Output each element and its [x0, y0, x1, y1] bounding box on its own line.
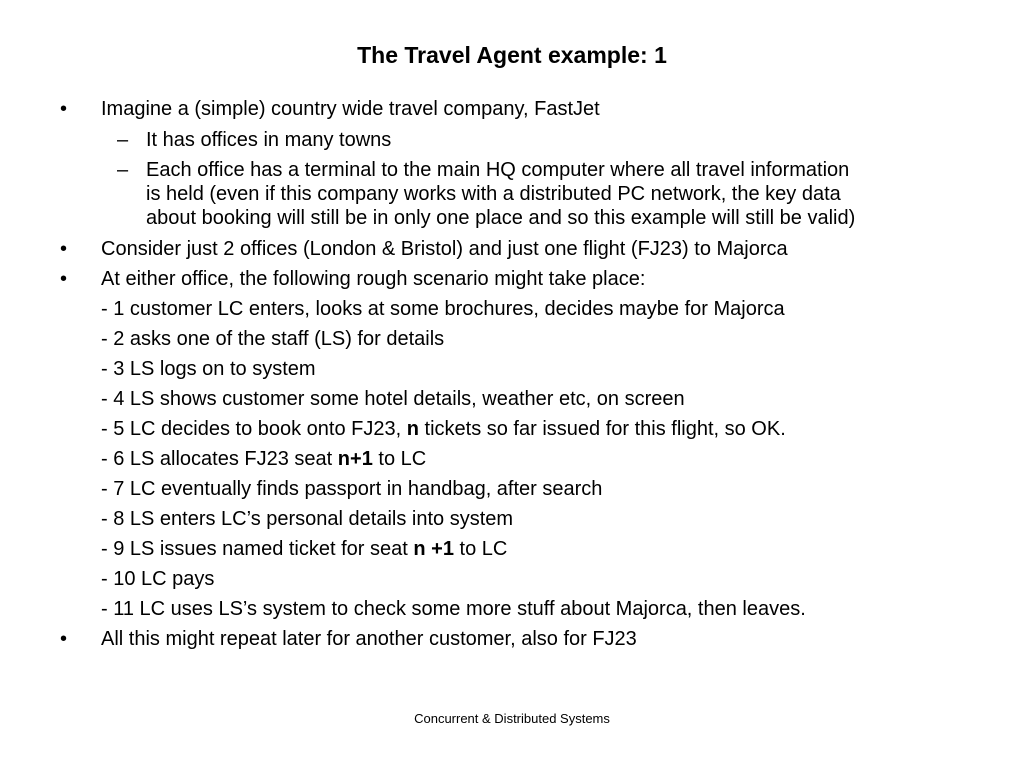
sub-bullet-text: is held (even if this company works with a distributed PC network, the key data — [146, 183, 841, 205]
step-text-part: - 6 LS allocates FJ23 seat — [101, 448, 338, 470]
bullet-item — [0, 267, 1024, 291]
dash-marker: – — [117, 129, 129, 151]
bullet-item — [0, 627, 1024, 651]
bullet-marker: • — [60, 628, 68, 650]
bullet-item — [0, 97, 1024, 121]
step-text: - 7 LC eventually finds passport in handbag, after search — [101, 478, 603, 500]
step-text: - 8 LS enters LC’s personal details into system — [101, 508, 514, 530]
step-emphasis: n +1 — [413, 538, 454, 560]
step-text-part: tickets so far issued for this flight, so OK. — [418, 418, 786, 440]
step-text-part: - 5 LC decides to book onto FJ23, — [101, 418, 407, 440]
slide-title: The Travel Agent example: 1 — [357, 42, 667, 68]
sub-bullet-continuation — [0, 206, 1024, 230]
step-text-part: to LC — [453, 538, 508, 560]
bullet-text: Consider just 2 offices (London & Bristol) and just one flight (FJ23) to Majorca — [101, 238, 788, 260]
bullet-marker: • — [60, 238, 68, 260]
scenario-step — [0, 477, 1024, 501]
slide-footer: Concurrent & Distributed Systems — [414, 711, 610, 726]
scenario-step — [0, 387, 1024, 411]
sub-bullet-text: It has offices in many towns — [146, 129, 392, 151]
sub-bullet-continuation — [0, 182, 1024, 206]
sub-bullet-item — [0, 158, 1024, 182]
dash-marker: – — [117, 159, 129, 181]
scenario-step — [0, 357, 1024, 381]
step-text: - 10 LC pays — [101, 568, 215, 590]
scenario-step — [0, 417, 1024, 441]
step-text-part: to LC — [372, 448, 427, 470]
bullet-text: At either office, the following rough scenario might take place: — [101, 268, 646, 290]
scenario-step — [0, 567, 1024, 591]
step-text — [101, 447, 426, 471]
scenario-step — [0, 507, 1024, 531]
step-text: - 3 LS logs on to system — [101, 358, 316, 380]
step-emphasis: n+1 — [337, 448, 373, 470]
sub-bullet-text: Each office has a terminal to the main HQ computer where all travel information — [146, 159, 850, 181]
step-text: - 4 LS shows customer some hotel details, weather etc, on screen — [101, 388, 685, 410]
scenario-step — [0, 297, 1024, 321]
bullet-text: Imagine a (simple) country wide travel company, FastJet — [101, 98, 600, 120]
step-text: - 2 asks one of the staff (LS) for details — [101, 328, 445, 350]
scenario-step — [0, 537, 1024, 561]
step-text: - 1 customer LC enters, looks at some brochures, decides maybe for Majorca — [101, 298, 785, 320]
step-emphasis: n — [406, 418, 419, 440]
step-text: - 11 LC uses LS’s system to check some more stuff about Majorca, then leaves. — [101, 598, 806, 620]
bullet-item — [0, 237, 1024, 261]
sub-bullet-item — [0, 128, 1024, 152]
step-text — [101, 537, 507, 561]
bullet-marker: • — [60, 268, 68, 290]
scenario-step — [0, 597, 1024, 621]
step-text-part: - 9 LS issues named ticket for seat — [101, 538, 414, 560]
scenario-step — [0, 327, 1024, 351]
bullet-text: All this might repeat later for another customer, also for FJ23 — [101, 628, 637, 650]
sub-bullet-text: about booking will still be in only one place and so this example will still be valid) — [146, 207, 856, 229]
step-text — [101, 417, 786, 441]
bullet-marker: • — [60, 98, 68, 120]
scenario-step — [0, 447, 1024, 471]
